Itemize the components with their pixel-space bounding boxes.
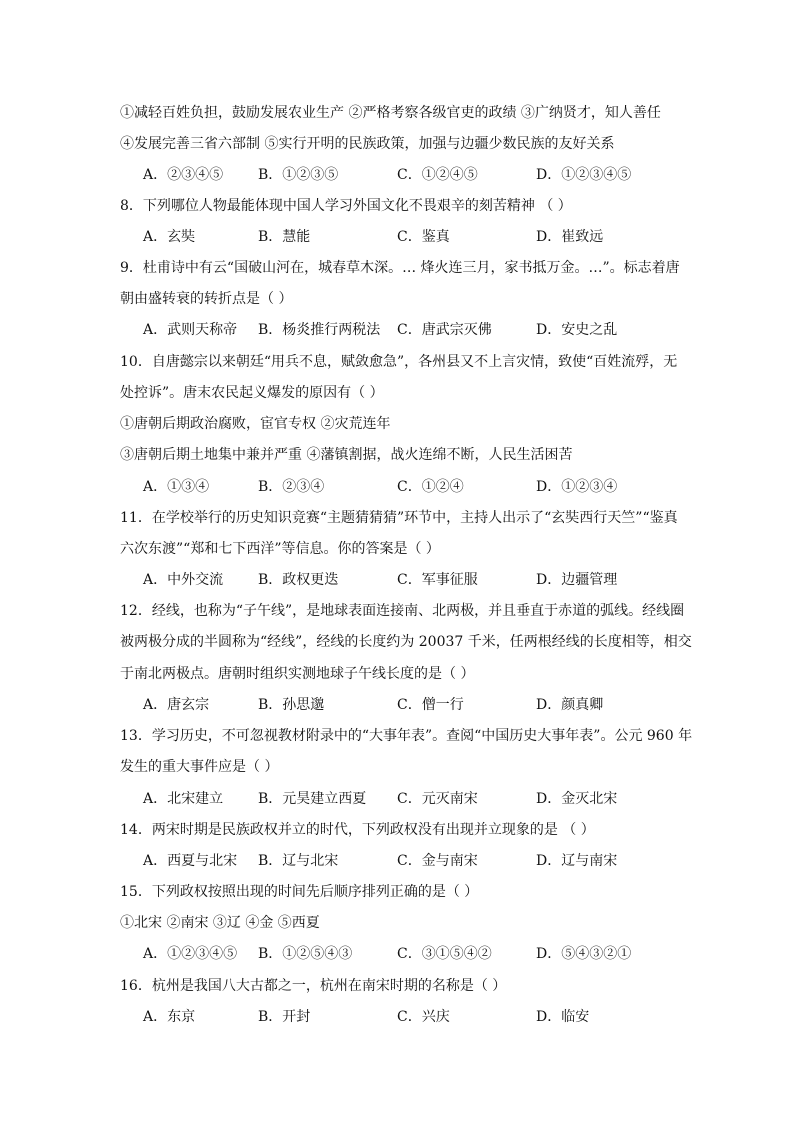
question-8-options	[0, 227, 794, 247]
option-a: A．中外交流	[143, 572, 224, 588]
option-b: B．辽与北宋	[258, 853, 339, 869]
option-a: A．武则天称帝	[143, 322, 238, 338]
question-10-stem-line-2: 处控诉”。唐末农民起义爆发的原因有（ ）	[120, 385, 384, 401]
option-c: C．兴庆	[397, 1009, 450, 1025]
option-d: D．①②③④	[536, 479, 618, 495]
question-7-statement-line-2: ④发展完善三省六部制 ⑤实行开明的民族政策，加强与边疆少数民族的友好关系	[120, 136, 615, 152]
option-c: C．①②④⑤	[397, 167, 478, 183]
question-10-statement-line-2: ③唐朝后期土地集中兼并严重 ④藩镇割据，战火连绵不断，人民生活困苦	[120, 447, 573, 463]
question-12-stem-line-1: 12．经线，也称为“子午线”，是地球表面连接南、北两极，并且垂直于赤道的弧线。经线圈	[120, 603, 685, 619]
option-a: A．东京	[143, 1009, 196, 1025]
option-a: A．西夏与北宋	[143, 853, 238, 869]
option-d: D．颜真卿	[536, 697, 604, 713]
question-11-stem-line-2: 六次东渡”“郑和七下西洋”等信息。你的答案是（ ）	[120, 541, 440, 557]
question-10-options	[0, 477, 794, 497]
question-12-options	[0, 695, 794, 715]
option-a: A．唐玄宗	[143, 697, 210, 713]
question-12-stem-line-3: 于南北两极点。唐朝时组织实测地球子午线长度的是（ ）	[120, 666, 475, 682]
option-c: C．元灭南宋	[397, 791, 478, 807]
option-b: B．②③④	[258, 479, 325, 495]
question-9-options	[0, 320, 794, 340]
option-c: C．金与南宋	[397, 853, 478, 869]
option-c: C．鉴真	[397, 229, 450, 245]
option-b: B．孙思邈	[258, 697, 325, 713]
question-9-stem-line-2: 朝由盛转衰的转折点是（ ）	[120, 291, 293, 307]
option-d: D．辽与南宋	[536, 853, 618, 869]
question-14-options	[0, 851, 794, 871]
question-16-options	[0, 1007, 794, 1027]
question-7-statement-line-1: ①减轻百姓负担，鼓励发展农业生产 ②严格考察各级官吏的政绩 ③广纳贤才，知人善任	[120, 105, 661, 121]
question-10-stem-line-1: 10．自唐懿宗以来朝廷“用兵不息，赋敛愈急”，各州县又不上言灾情，致使“百姓流殍，无	[120, 354, 678, 370]
option-b: B．慧能	[258, 229, 311, 245]
question-8-stem: 8．下列哪位人物最能体现中国人学习外国文化不畏艰辛的刻苦精神 （ ）	[120, 198, 572, 214]
question-9-stem-line-1: 9．杜甫诗中有云“国破山河在，城春草木深。… 烽火连三月，家书抵万金。…”。标志着唐	[120, 260, 680, 276]
option-b: B．①②⑤④③	[258, 946, 353, 962]
question-13-options	[0, 789, 794, 809]
question-12-stem-line-2: 被两极分成的半圆称为“经线”，经线的长度约为 20037 千米，任两根经线的长度相等，相交	[120, 634, 692, 650]
question-11-options	[0, 570, 794, 590]
option-d: D．临安	[536, 1009, 590, 1025]
option-b: B．元昊建立西夏	[258, 791, 367, 807]
option-c: C．①②④	[397, 479, 464, 495]
question-15-options	[0, 944, 794, 964]
option-d: D．安史之乱	[536, 322, 618, 338]
option-b: B．杨炎推行两税法	[258, 322, 381, 338]
question-7-options	[0, 165, 794, 185]
option-c: C．僧一行	[397, 697, 464, 713]
option-a: A．玄奘	[143, 229, 196, 245]
option-d: D．崔致远	[536, 229, 604, 245]
question-11-stem-line-1: 11．在学校举行的历史知识竞赛“主题猜猜猜”环节中，主持人出示了“玄奘西行天竺”“鉴真	[120, 510, 678, 526]
question-13-stem-line-1: 13．学习历史，不可忽视教材附录中的“大事年表”。查阅“中国历史大事年表”。公元 960 年	[120, 728, 693, 744]
option-b: B．政权更迭	[258, 572, 339, 588]
option-d: D．①②③④⑤	[536, 167, 632, 183]
option-a: A．①③④	[143, 479, 210, 495]
question-15-stem: 15．下列政权按照出现的时间先后顺序排列正确的是（ ）	[120, 884, 479, 900]
question-10-statement-line-1: ①唐朝后期政治腐败，宦官专权 ②灾荒连年	[120, 416, 391, 432]
option-c: C．军事征服	[397, 572, 478, 588]
option-d: D．边疆管理	[536, 572, 618, 588]
option-d: D．⑤④③②①	[536, 946, 632, 962]
option-c: C．③①⑤④②	[397, 946, 492, 962]
option-a: A．①②③④⑤	[143, 946, 238, 962]
question-16-stem: 16．杭州是我国八大古都之一，杭州在南宋时期的名称是（ ）	[120, 978, 507, 994]
option-c: C．唐武宗灭佛	[397, 322, 492, 338]
question-13-stem-line-2: 发生的重大事件应是（ ）	[120, 759, 279, 775]
question-15-statement: ①北宋 ②南宋 ③辽 ④金 ⑤西夏	[120, 915, 320, 931]
option-a: A．②③④⑤	[143, 167, 224, 183]
option-a: A．北宋建立	[143, 791, 224, 807]
option-b: B．①②③⑤	[258, 167, 339, 183]
option-b: B．开封	[258, 1009, 311, 1025]
question-14-stem: 14．两宋时期是民族政权并立的时代，下列政权没有出现并立现象的是 （ ）	[120, 822, 595, 838]
option-d: D．金灭北宋	[536, 791, 618, 807]
